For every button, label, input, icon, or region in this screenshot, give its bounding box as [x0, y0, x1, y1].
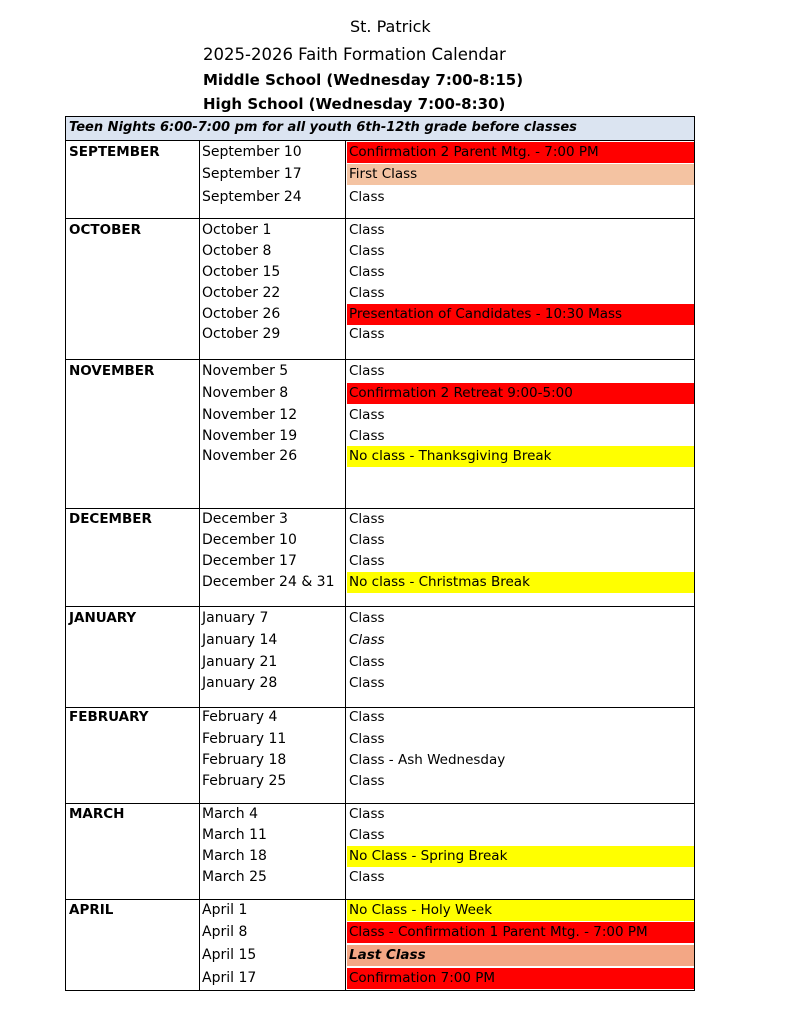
session-event: Presentation of Candidates - 10:30 Mass	[347, 304, 694, 325]
session-date: September 17	[202, 166, 302, 182]
session-event: First Class	[347, 164, 694, 185]
session-event: Class - Confirmation 1 Parent Mtg. - 7:00 PM	[347, 922, 694, 943]
session-event: Class	[349, 731, 385, 747]
session-event: Class	[349, 806, 385, 822]
month-separator	[66, 606, 694, 607]
session-event: Class - Ash Wednesday	[349, 752, 506, 768]
session-date: January 14	[202, 632, 278, 648]
session-event: Last Class	[347, 945, 694, 966]
session-date: October 22	[202, 285, 281, 301]
session-event: No Class - Spring Break	[347, 846, 694, 867]
session-date: November 8	[202, 385, 289, 401]
session-event: Class	[349, 222, 385, 238]
month-label: APRIL	[69, 902, 114, 918]
session-date: April 17	[202, 970, 257, 986]
month-label: DECEMBER	[69, 511, 152, 527]
column-divider	[345, 141, 346, 990]
month-separator	[66, 359, 694, 360]
session-date: December 3	[202, 511, 288, 527]
session-date: March 25	[202, 869, 267, 885]
session-date: March 4	[202, 806, 259, 822]
session-event: No class - Thanksgiving Break	[347, 446, 694, 467]
session-event: Class	[349, 264, 385, 280]
session-date: January 21	[202, 654, 278, 670]
session-event: Class	[349, 243, 385, 259]
session-date: April 8	[202, 924, 248, 940]
session-date: February 25	[202, 773, 287, 789]
session-date: March 18	[202, 848, 267, 864]
session-event: No class - Christmas Break	[347, 572, 694, 593]
session-event: Class	[349, 407, 385, 423]
session-event: Confirmation 2 Retreat 9:00-5:00	[347, 383, 694, 404]
session-event: Class	[349, 632, 385, 648]
session-date: March 11	[202, 827, 267, 843]
session-date: February 11	[202, 731, 287, 747]
session-event: Confirmation 7:00 PM	[347, 968, 694, 989]
session-event: Class	[349, 532, 385, 548]
month-label: FEBRUARY	[69, 709, 149, 725]
session-date: September 10	[202, 144, 302, 160]
session-event: Class	[349, 428, 385, 444]
session-date: November 19	[202, 428, 298, 444]
session-date: November 12	[202, 407, 298, 423]
month-label: NOVEMBER	[69, 363, 155, 379]
session-date: February 4	[202, 709, 278, 725]
session-event: Class	[349, 326, 385, 342]
session-date: April 15	[202, 947, 257, 963]
session-date: April 1	[202, 902, 248, 918]
teen-nights-banner: Teen Nights 6:00-7:00 pm for all youth 6th-12th grade before classes	[66, 117, 694, 141]
session-date: December 10	[202, 532, 297, 548]
month-label: MARCH	[69, 806, 125, 822]
session-event: No Class - Holy Week	[347, 900, 694, 921]
session-date: November 26	[202, 448, 298, 464]
session-date: December 24 & 31	[202, 574, 335, 590]
session-event: Class	[349, 553, 385, 569]
session-date: October 8	[202, 243, 272, 259]
session-date: October 15	[202, 264, 281, 280]
session-event: Class	[349, 511, 385, 527]
parish-name: St. Patrick	[350, 17, 431, 36]
session-event: Class	[349, 869, 385, 885]
session-event: Class	[349, 189, 385, 205]
session-date: January 7	[202, 610, 269, 626]
month-separator	[66, 218, 694, 219]
session-date: January 28	[202, 675, 278, 691]
session-date: October 1	[202, 222, 272, 238]
session-event: Class	[349, 610, 385, 626]
month-label: OCTOBER	[69, 222, 141, 238]
session-event: Class	[349, 709, 385, 725]
session-date: October 29	[202, 326, 281, 342]
session-event: Confirmation 2 Parent Mtg. - 7:00 PM	[347, 142, 694, 163]
calendar-title: 2025-2026 Faith Formation Calendar	[203, 45, 506, 64]
month-label: JANUARY	[69, 610, 137, 626]
session-date: December 17	[202, 553, 297, 569]
session-event: Class	[349, 675, 385, 691]
session-date: September 24	[202, 189, 302, 205]
calendar-table	[65, 116, 695, 991]
high-school-schedule: High School (Wednesday 7:00-8:30)	[203, 95, 506, 113]
session-event: Class	[349, 773, 385, 789]
session-event: Class	[349, 285, 385, 301]
session-event: Class	[349, 827, 385, 843]
middle-school-schedule: Middle School (Wednesday 7:00-8:15)	[203, 71, 524, 89]
month-label: SEPTEMBER	[69, 144, 160, 160]
session-date: February 18	[202, 752, 287, 768]
session-date: October 26	[202, 306, 281, 322]
column-divider	[199, 141, 200, 990]
session-event: Class	[349, 654, 385, 670]
session-date: November 5	[202, 363, 289, 379]
session-event: Class	[349, 363, 385, 379]
